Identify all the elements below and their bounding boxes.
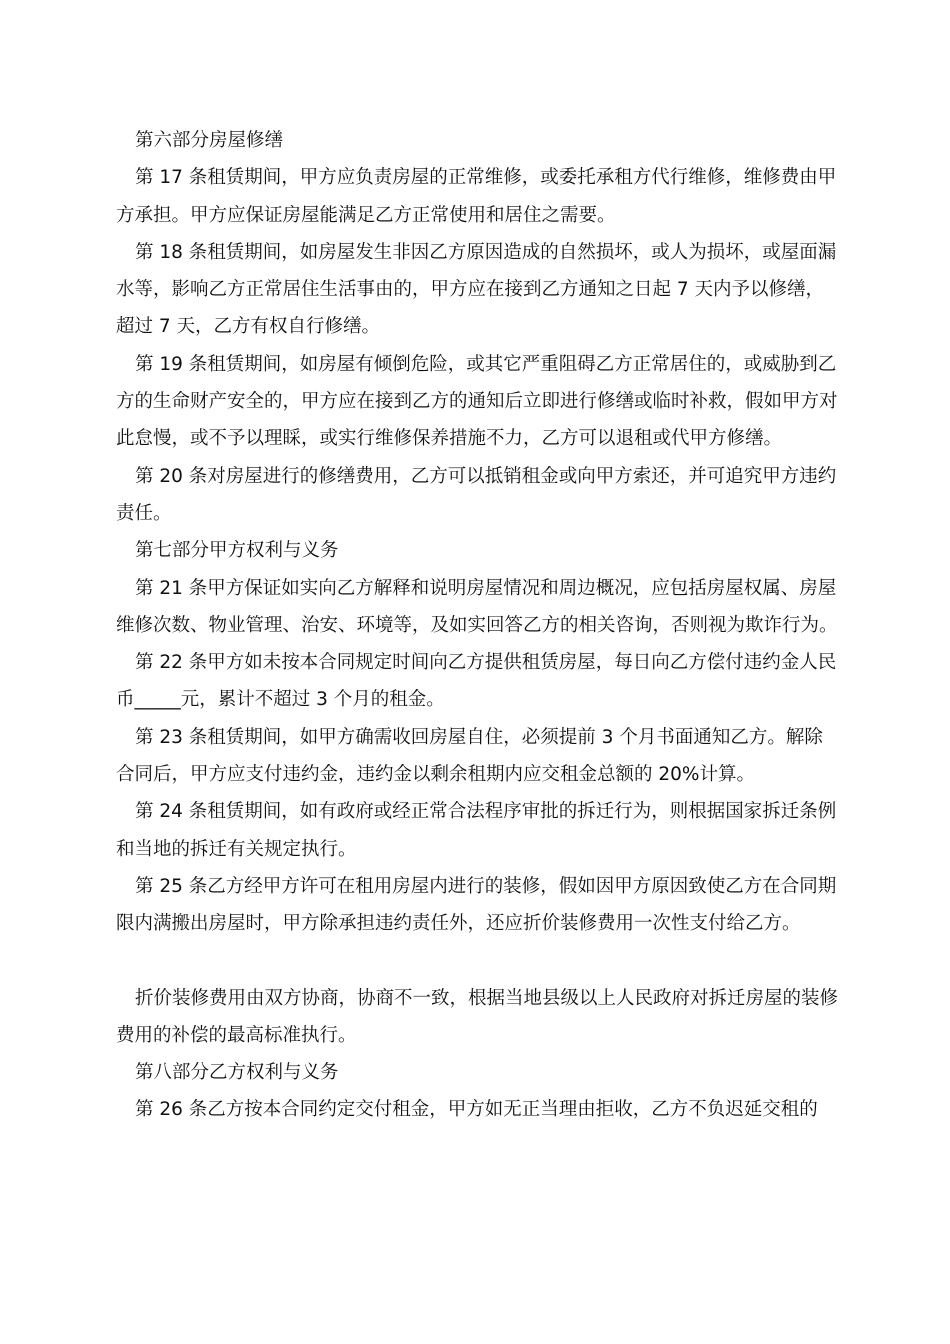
article-18: 第 18 条租赁期间，如房屋发生非因乙方原因造成的自然损坏，或人为损坏，或屋面漏水等，影响乙方正常居住生活事由的，甲方应在接到乙方通知之日起 7 天内予以修缮，超过 7 天，乙方有权自行修缮。 [116,241,837,338]
paragraph-gap [116,943,838,980]
article-17: 第 17 条租赁期间，甲方应负责房屋的正常维修，或委托承租方代行维修，维修费由甲方承担。甲方应保证房屋能满足乙方正常使用和居住之需要。 [116,167,837,226]
section-heading-part-8: 第八部分乙方权利与义务 [135,1062,339,1084]
document-body [116,122,838,1129]
article-23: 第 23 条租赁期间，如甲方确需收回房屋自住，必须提前 3 个月书面通知乙方。解除合同后，甲方应支付违约金，违约金以剩余租期内应交租金总额的 20%计算。 [116,726,823,786]
article-21: 第 21 条甲方保证如实向乙方解释和说明房屋情况和周边概况，应包括房屋权属、房屋维修次数、物业管理、治安、环境等，及如实回答乙方的相关咨询，否则视为欺诈行为。 [116,577,838,636]
article-20: 第 20 条对房屋进行的修缮费用，乙方可以抵销租金或向甲方索还，并可追究甲方违约责任。 [116,465,837,524]
article-25: 第 25 条乙方经甲方许可在租用房屋内进行的装修，假如因甲方原因致使乙方在合同期限内满搬出房屋时，甲方除承担违约责任外，还应折价装修费用一次性支付给乙方。 [116,875,837,935]
section-heading-part-7: 第七部分甲方权利与义务 [135,540,339,562]
article-19: 第 19 条租赁期间，如房屋有倾倒危险，或其它严重阻碍乙方正常居住的，或威胁到乙方的生命财产安全的，甲方应在接到乙方的通知后立即进行修缮或临时补救，假如甲方对此怠慢，或不予以理睬，或实行维修保养措施不力，乙方可以退租或代甲方修缮。 [116,353,838,450]
article-24: 第 24 条租赁期间，如有政府或经正常合法程序审批的拆迁行为，则根据国家拆迁条例和当地的拆迁有关规定执行。 [116,801,837,860]
article-25-continuation: 折价装修费用由双方协商，协商不一致，根据当地县级以上人民政府对拆迁房屋的装修费用的补偿的最高标准执行。 [116,987,839,1046]
article-22: 第 22 条甲方如未按本合同规定时间向乙方提供租赁房屋，每日向乙方偿付违约金人民币_____元，累计不超过 3 个月的租金。 [116,652,837,711]
article-26: 第 26 条乙方按本合同约定交付租金，甲方如无正当理由拒收，乙方不负迟延交租的 [135,1099,818,1121]
section-heading-part-6: 第六部分房屋修缮 [135,130,284,151]
